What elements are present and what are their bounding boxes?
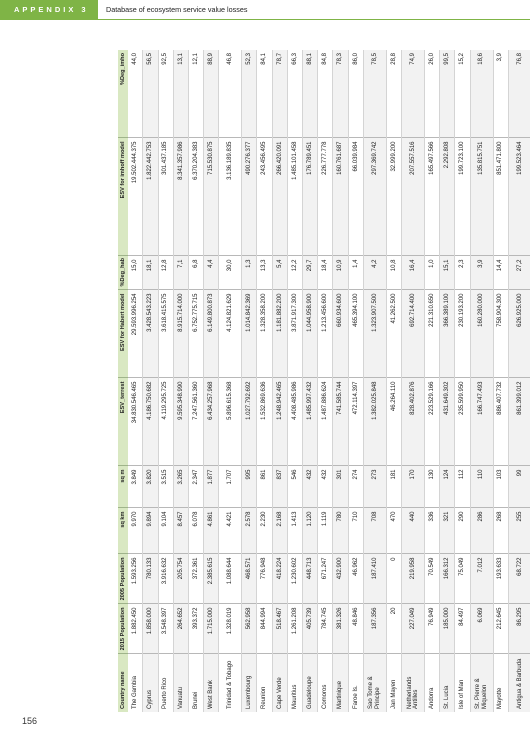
cell-sq-m: 3.265 <box>173 466 188 508</box>
cell-deg-hab: 13,3 <box>257 256 272 290</box>
cell-sq-m: 1.707 <box>219 466 242 508</box>
cell-esv-terrest: 1.487.886.624 <box>318 378 333 466</box>
cell-sq-km: 780 <box>333 508 348 554</box>
cell-deg-imho: 66,3 <box>287 50 302 138</box>
table-row <box>470 50 493 712</box>
table-row <box>424 50 439 712</box>
cell-esv-imhoff: 32.999.200 <box>386 138 401 256</box>
cell-country-name: Isle of Man <box>455 654 470 712</box>
cell-esv-habert: 3.618.415.575 <box>158 290 173 378</box>
cell-country-name: St. Pierre & Miquelon <box>470 654 493 712</box>
table-row <box>143 50 158 712</box>
cell-country-name: Comoros <box>318 654 333 712</box>
cell-population-2015: 393.372 <box>188 604 203 654</box>
cell-sq-m: 432 <box>318 466 333 508</box>
table-body <box>128 50 530 712</box>
cell-deg-imho: 88,1 <box>303 50 318 138</box>
cell-sq-km: 9.970 <box>128 508 143 554</box>
table-container <box>118 50 523 712</box>
cell-deg-hab: 7,1 <box>173 256 188 290</box>
cell-country-name: Mauritius <box>287 654 302 712</box>
cell-population-2005: 193.633 <box>493 554 508 604</box>
cell-population-2015: 518.467 <box>272 604 287 654</box>
cell-esv-terrest: 5.896.615.368 <box>219 378 242 466</box>
cell-sq-m: 837 <box>272 466 287 508</box>
cell-esv-terrest: 1.485.997.432 <box>303 378 318 466</box>
cell-population-2015: 405.739 <box>303 604 318 654</box>
cell-sq-m: 3.849 <box>128 466 143 508</box>
table-row <box>508 50 530 712</box>
cell-esv-habert: 4.124.821.629 <box>219 290 242 378</box>
cell-population-2015: 381.326 <box>333 604 348 654</box>
cell-sq-km: 286 <box>470 508 493 554</box>
cell-esv-habert: 6.752.775.715 <box>188 290 203 378</box>
cell-esv-terrest: 7.247.561.360 <box>188 378 203 466</box>
cell-esv-imhoff: 66.039.984 <box>348 138 363 256</box>
cell-sq-m: 103 <box>493 466 508 508</box>
table-row <box>455 50 470 712</box>
cell-sq-m: 110 <box>470 466 493 508</box>
table-row <box>333 50 348 712</box>
cell-sq-m: 3.820 <box>143 466 158 508</box>
cell-population-2015: 3.548.397 <box>158 604 173 654</box>
cell-population-2005: 219.958 <box>401 554 424 604</box>
cell-esv-terrest: 472.114.397 <box>348 378 363 466</box>
cell-population-2015: 20 <box>386 604 401 654</box>
cell-population-2015: 185.000 <box>440 604 455 654</box>
cell-deg-imho: 52,3 <box>242 50 257 138</box>
column-header-deg-imho: %Deg_imho <box>118 50 128 138</box>
cell-population-2015: 76.949 <box>424 604 439 654</box>
cell-deg-hab: 1,4 <box>348 256 363 290</box>
cell-sq-km: 2.168 <box>272 508 287 554</box>
cell-esv-terrest: 9.595.348.990 <box>173 378 188 466</box>
cell-esv-terrest: 741.585.744 <box>333 378 348 466</box>
cell-esv-habert: 160.280.000 <box>470 290 493 378</box>
cell-population-2005: 776.948 <box>257 554 272 604</box>
cell-esv-terrest: 1.027.792.692 <box>242 378 257 466</box>
cell-esv-imhoff: 199.723.100 <box>455 138 470 256</box>
cell-deg-imho: 84,1 <box>257 50 272 138</box>
cell-esv-habert: 692.714.400 <box>401 290 424 378</box>
cell-esv-habert: 230.193.200 <box>455 290 470 378</box>
cell-esv-habert: 29.593.996.254 <box>128 290 143 378</box>
cell-deg-imho: 3,9 <box>493 50 508 138</box>
cell-deg-hab: 1,3 <box>242 256 257 290</box>
cell-country-name: Sao Tome & Principe <box>363 654 386 712</box>
cell-deg-imho: 13,1 <box>173 50 188 138</box>
cell-country-name: Cyprus <box>143 654 158 712</box>
cell-esv-imhoff: 176.789.451 <box>303 138 318 256</box>
cell-country-name: Vanuatu <box>173 654 188 712</box>
table-row <box>348 50 363 712</box>
cell-sq-km: 9.894 <box>143 508 158 554</box>
cell-deg-hab: 4,2 <box>363 256 386 290</box>
cell-esv-habert: 6.149.800.873 <box>204 290 219 378</box>
cell-sq-km: 268 <box>493 508 508 554</box>
cell-deg-hab: 30,0 <box>219 256 242 290</box>
table-row <box>128 50 143 712</box>
cell-population-2015: 264.652 <box>173 604 188 654</box>
cell-esv-imhoff: 715.530.875 <box>204 138 219 256</box>
cell-country-name: Brunei <box>188 654 203 712</box>
cell-sq-km: 2.578 <box>242 508 257 554</box>
cell-deg-hab: 15,0 <box>128 256 143 290</box>
cell-esv-terrest: 6.434.257.968 <box>204 378 219 466</box>
cell-esv-imhoff: 851.471.800 <box>493 138 508 256</box>
cell-population-2005: 671.247 <box>318 554 333 604</box>
cell-sq-km: 440 <box>401 508 424 554</box>
table-row <box>493 50 508 712</box>
table-row <box>272 50 287 712</box>
cell-esv-terrest: 46.264.110 <box>386 378 401 466</box>
cell-deg-imho: 44,0 <box>128 50 143 138</box>
cell-country-name: Antigua & Barbuda <box>508 654 530 712</box>
cell-esv-imhoff: 297.369.742 <box>363 138 386 256</box>
cell-sq-km: 1.119 <box>318 508 333 554</box>
cell-esv-imhoff: 207.557.516 <box>401 138 424 256</box>
cell-country-name: Trinidad & Tobago <box>219 654 242 712</box>
table-row <box>188 50 203 712</box>
cell-sq-m: 1.877 <box>204 466 219 508</box>
cell-esv-habert: 1.014.842.369 <box>242 290 257 378</box>
cell-deg-hab: 12,8 <box>158 256 173 290</box>
cell-deg-imho: 18,6 <box>470 50 493 138</box>
cell-country-name: Mayotte <box>493 654 508 712</box>
column-header-esv-habert: ESV for Habert model <box>118 290 128 378</box>
cell-country-name: Andorra <box>424 654 439 712</box>
cell-country-name: Cape Verde <box>272 654 287 712</box>
cell-esv-imhoff: 266.420.091 <box>272 138 287 256</box>
cell-population-2015: 1.261.208 <box>287 604 302 654</box>
cell-sq-m: 170 <box>401 466 424 508</box>
cell-sq-m: 995 <box>242 466 257 508</box>
cell-esv-terrest: 166.747.493 <box>470 378 493 466</box>
cell-esv-imhoff: 3.136.189.835 <box>219 138 242 256</box>
cell-deg-imho: 88,9 <box>204 50 219 138</box>
table-row <box>318 50 333 712</box>
column-header-deg-hab: %Deg_hab <box>118 256 128 290</box>
cell-deg-imho: 46,8 <box>219 50 242 138</box>
table-row <box>257 50 272 712</box>
cell-population-2015: 6.069 <box>470 604 493 654</box>
cell-population-2005: 70.549 <box>424 554 439 604</box>
cell-population-2015: 1.715.000 <box>204 604 219 654</box>
cell-deg-hab: 2,3 <box>455 256 470 290</box>
cell-population-2005: 7.012 <box>470 554 493 604</box>
cell-country-name: St. Lucia <box>440 654 455 712</box>
cell-deg-imho: 92,5 <box>158 50 173 138</box>
cell-esv-habert: 758.904.300 <box>493 290 508 378</box>
cell-esv-terrest: 1.532.869.636 <box>257 378 272 466</box>
cell-esv-terrest: 1.382.025.848 <box>363 378 386 466</box>
cell-esv-terrest: 4.186.750.682 <box>143 378 158 466</box>
cell-esv-habert: 41.262.500 <box>386 290 401 378</box>
table-row <box>219 50 242 712</box>
cell-esv-habert: 1.181.882.200 <box>272 290 287 378</box>
cell-sq-m: 546 <box>287 466 302 508</box>
cell-deg-hab: 12,2 <box>287 256 302 290</box>
cell-population-2015: 84.497 <box>455 604 470 654</box>
cell-sq-km: 6.078 <box>188 508 203 554</box>
cell-deg-imho: 28,8 <box>386 50 401 138</box>
cell-esv-imhoff: 165.497.566 <box>424 138 439 256</box>
cell-country-name: Netherlands Antilles <box>401 654 424 712</box>
cell-deg-imho: 86,0 <box>348 50 363 138</box>
cell-population-2015: 86.295 <box>508 604 530 654</box>
cell-esv-habert: 660.934.600 <box>333 290 348 378</box>
cell-population-2005: 205.754 <box>173 554 188 604</box>
cell-population-2015: 562.958 <box>242 604 257 654</box>
cell-population-2005: 46.962 <box>348 554 363 604</box>
cell-sq-m: 3.515 <box>158 466 173 508</box>
cell-esv-habert: 3.428.543.223 <box>143 290 158 378</box>
cell-deg-hab: 10,8 <box>386 256 401 290</box>
cell-esv-terrest: 223.529.166 <box>424 378 439 466</box>
cell-deg-hab: 29,7 <box>303 256 318 290</box>
cell-sq-m: 301 <box>333 466 348 508</box>
cell-deg-imho: 26,0 <box>424 50 439 138</box>
cell-deg-hab: 10,9 <box>333 256 348 290</box>
cell-deg-imho: 78,3 <box>333 50 348 138</box>
cell-population-2005: 372.361 <box>188 554 203 604</box>
cell-country-name: Jan Mayen <box>386 654 401 712</box>
cell-esv-habert: 221.310.650 <box>424 290 439 378</box>
cell-population-2005: 418.224 <box>272 554 287 604</box>
cell-country-name: Reunion <box>257 654 272 712</box>
cell-sq-km: 708 <box>363 508 386 554</box>
cell-esv-imhoff: 135.815.751 <box>470 138 493 256</box>
cell-population-2005: 166.312 <box>440 554 455 604</box>
cell-sq-m: 181 <box>386 466 401 508</box>
cell-country-name: Luxembourg <box>242 654 257 712</box>
cell-deg-imho: 78,5 <box>363 50 386 138</box>
cell-country-name: Guadeloupe <box>303 654 318 712</box>
cell-deg-imho: 74,9 <box>401 50 424 138</box>
cell-sq-km: 4.861 <box>204 508 219 554</box>
table-row <box>440 50 455 712</box>
column-header-sq-km: sq km <box>118 508 128 554</box>
cell-deg-hab: 15,1 <box>440 256 455 290</box>
column-header-population-2015: 2015 Population <box>118 604 128 654</box>
cell-population-2005: 1.230.602 <box>287 554 302 604</box>
cell-population-2005: 3.916.632 <box>158 554 173 604</box>
cell-deg-imho: 76,8 <box>508 50 530 138</box>
cell-deg-imho: 78,7 <box>272 50 287 138</box>
appendix-label: APPENDIX 3 <box>0 0 98 20</box>
cell-esv-terrest: 34.830.546.465 <box>128 378 143 466</box>
cell-population-2015: 227.049 <box>401 604 424 654</box>
cell-esv-terrest: 431.649.302 <box>440 378 455 466</box>
cell-esv-imhoff: 6.370.204.383 <box>188 138 203 256</box>
cell-deg-imho: 15,2 <box>455 50 470 138</box>
cell-deg-hab: 18,1 <box>143 256 158 290</box>
cell-sq-m: 130 <box>424 466 439 508</box>
cell-population-2015: 48.846 <box>348 604 363 654</box>
cell-population-2015: 1.328.019 <box>219 604 242 654</box>
cell-esv-habert: 626.925.000 <box>508 290 530 378</box>
cell-country-name: West Bank <box>204 654 219 712</box>
table-row <box>303 50 318 712</box>
esv-loss-table <box>118 50 530 712</box>
cell-deg-hab: 18,4 <box>318 256 333 290</box>
cell-sq-km: 8.457 <box>173 508 188 554</box>
cell-sq-km: 1.413 <box>287 508 302 554</box>
page-number: 156 <box>22 716 38 726</box>
table-row <box>363 50 386 712</box>
cell-deg-hab: 4,4 <box>204 256 219 290</box>
cell-population-2005: 1.593.256 <box>128 554 143 604</box>
cell-sq-km: 710 <box>348 508 363 554</box>
cell-deg-hab: 27,2 <box>508 256 530 290</box>
cell-esv-imhoff: 8.341.357.986 <box>173 138 188 256</box>
cell-esv-habert: 3.871.917.300 <box>287 290 302 378</box>
cell-sq-m: 124 <box>440 466 455 508</box>
cell-population-2005: 780.133 <box>143 554 158 604</box>
cell-esv-terrest: 235.599.950 <box>455 378 470 466</box>
table-row <box>173 50 188 712</box>
table-row <box>386 50 401 712</box>
column-header-esv-imhoff: ESV for imhoff model <box>118 138 128 256</box>
cell-esv-terrest: 1.248.942.465 <box>272 378 287 466</box>
cell-esv-imhoff: 226.777.778 <box>318 138 333 256</box>
cell-sq-m: 861 <box>257 466 272 508</box>
cell-esv-imhoff: 490.276.377 <box>242 138 257 256</box>
cell-deg-hab: 3,9 <box>470 256 493 290</box>
cell-sq-m: 99 <box>508 466 530 508</box>
cell-deg-imho: 84,8 <box>318 50 333 138</box>
cell-population-2005: 75.049 <box>455 554 470 604</box>
cell-esv-terrest: 828.402.876 <box>401 378 424 466</box>
cell-country-name: The Gambia <box>128 654 143 712</box>
cell-population-2005: 468.571 <box>242 554 257 604</box>
cell-population-2005: 448.713 <box>303 554 318 604</box>
cell-deg-imho: 99,5 <box>440 50 455 138</box>
cell-esv-imhoff: 301.437.185 <box>158 138 173 256</box>
cell-sq-m: 273 <box>363 466 386 508</box>
cell-country-name: Martinique <box>333 654 348 712</box>
table-row <box>158 50 173 712</box>
table-header-row <box>118 50 128 712</box>
cell-population-2015: 1.882.450 <box>128 604 143 654</box>
cell-sq-m: 112 <box>455 466 470 508</box>
table-row <box>287 50 302 712</box>
column-header-sq-m: sq m <box>118 466 128 508</box>
cell-population-2005: 2.385.615 <box>204 554 219 604</box>
cell-population-2015: 212.645 <box>493 604 508 654</box>
cell-population-2015: 844.994 <box>257 604 272 654</box>
cell-sq-km: 470 <box>386 508 401 554</box>
table-row <box>401 50 424 712</box>
cell-sq-km: 1.120 <box>303 508 318 554</box>
cell-population-2015: 784.745 <box>318 604 333 654</box>
cell-population-2015: 1.858.000 <box>143 604 158 654</box>
cell-esv-terrest: 886.407.732 <box>493 378 508 466</box>
cell-esv-habert: 1.328.358.200 <box>257 290 272 378</box>
cell-sq-km: 336 <box>424 508 439 554</box>
cell-esv-habert: 8.915.714.000 <box>173 290 188 378</box>
cell-population-2015: 187.356 <box>363 604 386 654</box>
cell-sq-km: 255 <box>508 508 530 554</box>
cell-deg-hab: 6,8 <box>188 256 203 290</box>
cell-deg-imho: 12,1 <box>188 50 203 138</box>
cell-esv-terrest: 861.399.012 <box>508 378 530 466</box>
table-row <box>242 50 257 712</box>
cell-population-2005: 68.722 <box>508 554 530 604</box>
cell-esv-terrest: 4.408.485.986 <box>287 378 302 466</box>
cell-esv-imhoff: 1.485.101.458 <box>287 138 302 256</box>
cell-deg-hab: 1,0 <box>424 256 439 290</box>
cell-sq-km: 290 <box>455 508 470 554</box>
cell-population-2005: 187.410 <box>363 554 386 604</box>
cell-sq-km: 321 <box>440 508 455 554</box>
cell-esv-habert: 1.323.907.500 <box>363 290 386 378</box>
cell-esv-imhoff: 19.502.444.375 <box>128 138 143 256</box>
cell-country-name: Puerto Rico <box>158 654 173 712</box>
page-header <box>0 0 530 20</box>
cell-sq-m: 2.347 <box>188 466 203 508</box>
cell-sq-m: 432 <box>303 466 318 508</box>
cell-esv-habert: 366.389.100 <box>440 290 455 378</box>
cell-deg-imho: 56,5 <box>143 50 158 138</box>
cell-esv-imhoff: 1.822.442.753 <box>143 138 158 256</box>
cell-population-2005: 432.900 <box>333 554 348 604</box>
cell-esv-imhoff: 160.761.687 <box>333 138 348 256</box>
cell-esv-habert: 1.213.456.600 <box>318 290 333 378</box>
table-row <box>204 50 219 712</box>
cell-deg-hab: 16,4 <box>401 256 424 290</box>
rotated-table-frame <box>118 50 523 712</box>
header-title: Database of ecosystem service value losses <box>98 0 530 20</box>
cell-population-2005: 0 <box>386 554 401 604</box>
column-header-esv-terrest: ESV_terrest <box>118 378 128 466</box>
cell-deg-hab: 5,4 <box>272 256 287 290</box>
cell-deg-hab: 14,4 <box>493 256 508 290</box>
cell-esv-imhoff: 199.523.464 <box>508 138 530 256</box>
cell-population-2005: 1.088.644 <box>219 554 242 604</box>
cell-sq-km: 9.104 <box>158 508 173 554</box>
column-header-population-2005: 2005 Population <box>118 554 128 604</box>
cell-sq-km: 4.421 <box>219 508 242 554</box>
cell-sq-m: 274 <box>348 466 363 508</box>
column-header-country-name: Country name <box>120 671 126 709</box>
cell-esv-habert: 1.044.958.900 <box>303 290 318 378</box>
cell-country-name: Faroe Is. <box>348 654 363 712</box>
cell-sq-km: 2.230 <box>257 508 272 554</box>
cell-esv-habert: 465.394.100 <box>348 290 363 378</box>
cell-esv-terrest: 4.119.295.725 <box>158 378 173 466</box>
cell-esv-imhoff: 2.292.808 <box>440 138 455 256</box>
cell-esv-imhoff: 243.456.495 <box>257 138 272 256</box>
